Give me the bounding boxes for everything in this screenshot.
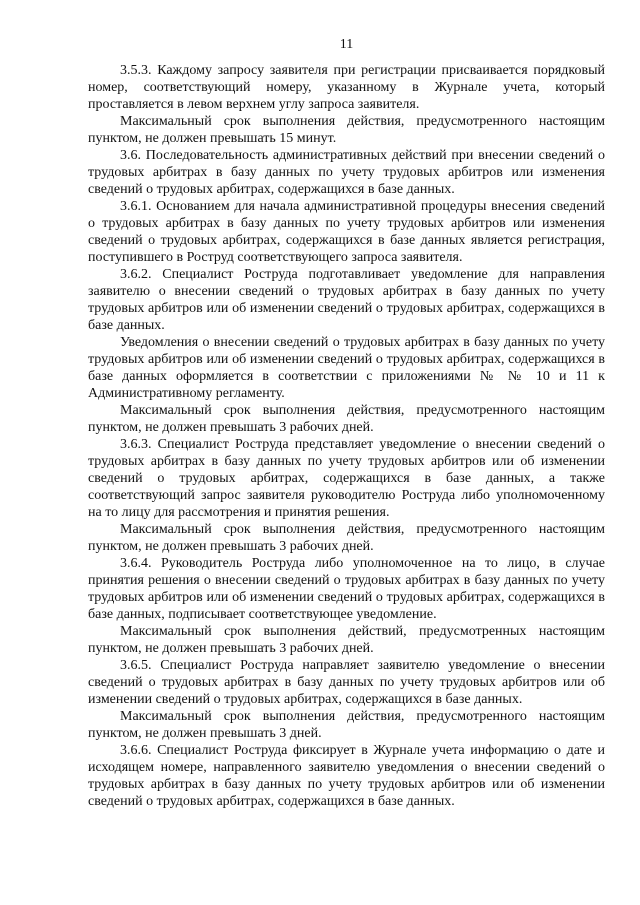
paragraph-3-6-4: 3.6.4. Руководитель Роструда либо уполномоченное на то лицо, в случае принятия решения о внесении сведений о трудовых арбитрах в базу данных по учету трудовых арбитров или об изменении сведений о трудовых арбитрах, содержащихся в базе данных, подписывает соответствующее уведомление. [88, 556, 605, 622]
paragraph-3-6-1: 3.6.1. Основанием для начала административной процедуры внесения сведений о трудовых арбитрах в базу данных по учету трудовых арбитров или изменения сведений о трудовых арбитрах, содержащихся в базе данных является регистрация, поступившего в Роструд соответствующего запроса заявителя. [88, 199, 605, 265]
paragraph-deadline-3-6-5: Максимальный срок выполнения действия, предусмотренного настоящим пунктом, не должен превышать 3 дней. [88, 709, 605, 741]
paragraph-notification-forms: Уведомления о внесении сведений о трудовых арбитрах в базу данных по учету трудовых арбитров или об изменении сведений о трудовых арбитрах, содержащихся в базе данных оформляется в соответствии с приложениями № № 10 и 11 к Административному регламенту. [88, 335, 605, 401]
paragraph-3-6: 3.6. Последовательность административных действий при внесении сведений о трудовых арбитрах в базу данных по учету трудовых арбитров или изменения сведений о трудовых арбитрах, содержащихся в базе данных. [88, 148, 605, 197]
paragraph-3-6-2: 3.6.2. Специалист Роструда подготавливает уведомление для направления заявителю о внесении сведений о трудовых арбитрах в базу данных по учету трудовых арбитров или об изменении сведений о трудовых арбитрах, содержащихся в базе данных. [88, 267, 605, 333]
page-number: 11 [339, 37, 354, 52]
paragraph-deadline-15-min: Максимальный срок выполнения действия, предусмотренного настоящим пунктом, не должен превышать 15 минут. [88, 114, 605, 146]
paragraph-deadline-3-6-4: Максимальный срок выполнения действий, предусмотренных настоящим пунктом, не должен превышать 3 рабочих дней. [88, 624, 605, 656]
paragraph-deadline-3-6-3: Максимальный срок выполнения действия, предусмотренного настоящим пунктом, не должен превышать 3 рабочих дней. [88, 522, 605, 554]
paragraph-3-6-5: 3.6.5. Специалист Роструда направляет заявителю уведомление о внесении сведений о трудовых арбитрах в базу данных по учету трудовых арбитров или об изменении сведений о трудовых арбитрах, содержащихся в базе данных. [88, 658, 605, 707]
paragraph-3-5-3: 3.5.3. Каждому запросу заявителя при регистрации присваивается порядковый номер, соответствующий номеру, указанному в Журнале учета, который проставляется в левом верхнем углу запроса заявителя. [88, 63, 605, 112]
paragraph-deadline-3-6-2: Максимальный срок выполнения действия, предусмотренного настоящим пунктом, не должен превышать 3 рабочих дней. [88, 403, 605, 435]
paragraph-3-6-6: 3.6.6. Специалист Роструда фиксирует в Журнале учета информацию о дате и исходящем номере, направленного заявителю уведомления о внесении сведений о трудовых арбитрах в базу данных по учету трудовых арбитров или об изменении сведений о трудовых арбитрах, содержащихся в базе данных. [88, 743, 605, 809]
paragraph-3-6-3: 3.6.3. Специалист Роструда представляет уведомление о внесении сведений о трудовых арбитрах в базу данных по учету трудовых арбитров или об изменении сведений о трудовых арбитрах, содержащихся в базе данных, а также соответствующий запрос заявителя руководителю Роструда либо уполномоченному на то лицу для рассмотрения и принятия решения. [88, 437, 605, 520]
document-page [88, 36, 605, 810]
